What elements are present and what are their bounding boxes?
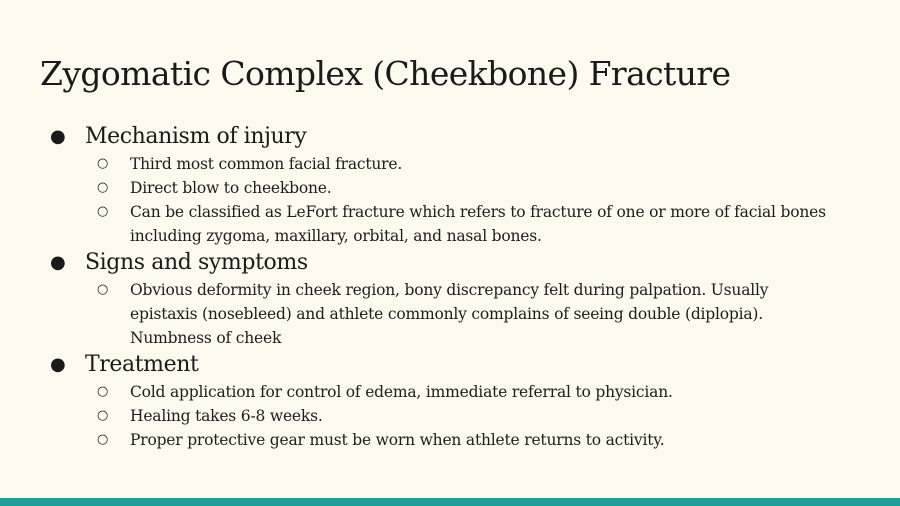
list-item-text: Cold application for control of edema, immediate referral to physician.: [130, 383, 673, 401]
list-item-text: Obvious deformity in cheek region, bony discrepancy felt during palpation. Usually epistaxis (nosebleed) and athlete commonly complains of seeing double (diplopia). Numbness of cheek: [130, 281, 769, 347]
list-item: [0, 428, 900, 452]
list-item-text: Can be classified as LeFort fracture which refers to fracture of one or more of facial bones including zygoma, maxillary, orbital, and nasal bones.: [130, 203, 826, 245]
filled-bullet-icon: ●: [50, 126, 66, 147]
hollow-bullet-icon: ○: [97, 204, 109, 219]
slide-body: [0, 122, 900, 452]
list-item: [0, 278, 900, 350]
list-item-text: Healing takes 6-8 weeks.: [130, 407, 323, 425]
section-signs: [0, 248, 900, 278]
list-item: [0, 200, 900, 248]
hollow-bullet-icon: ○: [97, 180, 109, 195]
hollow-bullet-icon: ○: [97, 384, 109, 399]
section-heading: Signs and symptoms: [85, 250, 308, 275]
filled-bullet-icon: ●: [50, 354, 66, 375]
hollow-bullet-icon: ○: [97, 432, 109, 447]
section-heading: Mechanism of injury: [85, 124, 307, 149]
section-heading: Treatment: [85, 352, 199, 377]
list-item: [0, 404, 900, 428]
list-item-text: Direct blow to cheekbone.: [130, 179, 332, 197]
filled-bullet-icon: ●: [50, 252, 66, 273]
list-item-text: Third most common facial fracture.: [130, 155, 403, 173]
hollow-bullet-icon: ○: [97, 282, 109, 297]
list-item: [0, 152, 900, 176]
hollow-bullet-icon: ○: [97, 156, 109, 171]
bullet-list: [0, 122, 900, 452]
list-item-text: Proper protective gear must be worn when athlete returns to activity.: [130, 431, 665, 449]
list-item: [0, 380, 900, 404]
slide-title: Zygomatic Complex (Cheekbone) Fracture: [40, 54, 731, 93]
accent-bar: [0, 498, 900, 506]
section-mechanism: [0, 122, 900, 152]
section-treatment: [0, 350, 900, 380]
hollow-bullet-icon: ○: [97, 408, 109, 423]
list-item: [0, 176, 900, 200]
